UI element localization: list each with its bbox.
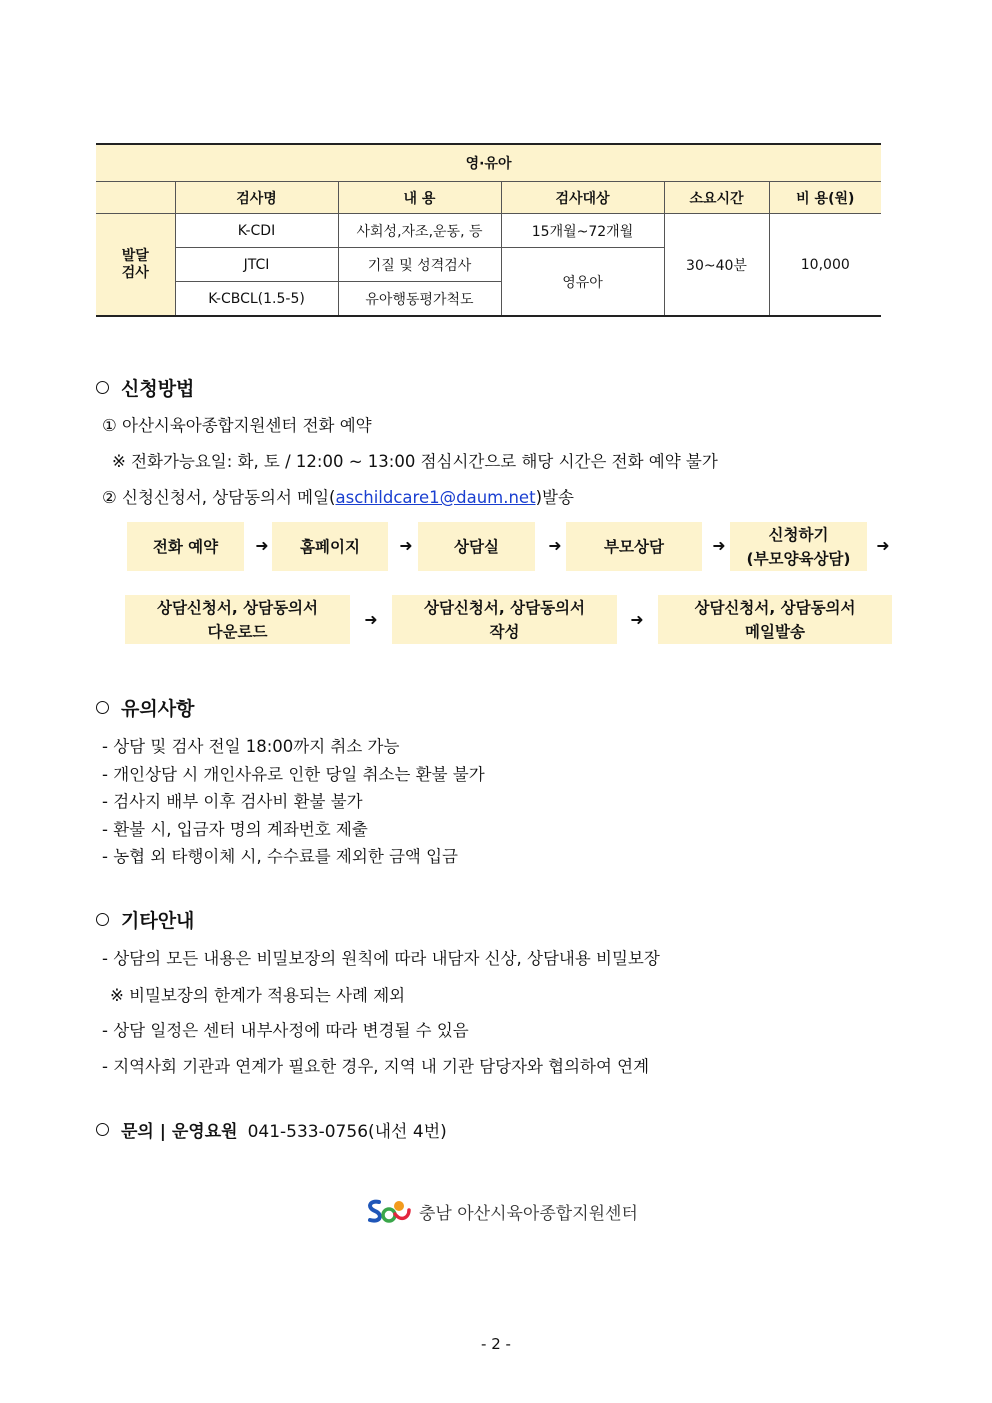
- apply-item-1: ① 아산시육아종합지원센터 전화 예약: [102, 416, 372, 435]
- content-cell: 사회성,자조,운동, 등: [338, 214, 501, 248]
- etc-item: - 상담의 모든 내용은 비밀보장의 원칙에 따라 내담자 신상, 상담내용 비밀보장: [102, 949, 660, 968]
- table-row: [96, 214, 881, 248]
- flow-step-parent-counseling: 부모상담: [566, 522, 702, 571]
- header-empty: [96, 182, 175, 214]
- notice-heading: [96, 694, 194, 721]
- center-logo-icon: [365, 1196, 413, 1226]
- apply-item-2-suffix: )발송: [535, 488, 574, 507]
- arrow-right-icon: ➜: [399, 536, 413, 555]
- etc-item: - 상담 일정은 센터 내부사정에 따라 변경될 수 있음: [102, 1021, 469, 1040]
- content-cell: 유아행동평가척도: [338, 282, 501, 317]
- apply-heading: [96, 374, 194, 401]
- header-content: 내 용: [338, 182, 501, 214]
- test-name-cell: K-CBCL(1.5-5): [175, 282, 338, 317]
- flow-step-counseling-room: 상담실: [418, 522, 535, 571]
- circle-bullet-icon: [96, 1123, 109, 1136]
- circle-bullet-icon: [96, 381, 109, 394]
- center-logo-text: 충남 아산시육아종합지원센터: [419, 1203, 638, 1224]
- contact-phone: 041-533-0756(내선 4번): [247, 1122, 447, 1142]
- header-cost: 비 용(원): [769, 182, 881, 214]
- etc-note: ※ 비밀보장의 한계가 적용되는 사례 제외: [110, 986, 406, 1005]
- arrow-right-icon: ➜: [630, 610, 644, 629]
- arrow-right-icon: ➜: [255, 536, 269, 555]
- notice-item: - 상담 및 검사 전일 18:00까지 취소 가능: [102, 737, 400, 756]
- apply-note-1: ※ 전화가능요일: 화, 토 / 12:00 ~ 13:00 점심시간으로 해당 시간은 전화 예약 불가: [112, 452, 718, 471]
- duration-cell: 30~40분: [664, 214, 769, 317]
- row-group-label: 발달 검사: [96, 214, 175, 317]
- test-fee-table: [96, 143, 881, 317]
- notice-item: - 농협 외 타행이체 시, 수수료를 제외한 금액 입금: [102, 847, 458, 866]
- email-link[interactable]: aschildcare1@daum.net: [335, 488, 536, 507]
- flow-step-homepage: 홈페이지: [272, 522, 388, 571]
- arrow-right-icon: ➜: [876, 536, 890, 555]
- page-number: - 2 -: [481, 1335, 511, 1353]
- content-cell: 기질 및 성격검사: [338, 248, 501, 282]
- notice-item: - 환불 시, 입금자 명의 계좌번호 제출: [102, 820, 368, 839]
- target-cell: 15개월~72개월: [501, 214, 664, 248]
- arrow-right-icon: ➜: [548, 536, 562, 555]
- circle-bullet-icon: [96, 701, 109, 714]
- header-target: 검사대상: [501, 182, 664, 214]
- flow-step-download: 상담신청서, 상담동의서 다운로드: [125, 595, 350, 644]
- etc-item: - 지역사회 기관과 연계가 필요한 경우, 지역 내 기관 담당자와 협의하여 연계: [102, 1057, 650, 1076]
- table-title: 영·유아: [96, 144, 881, 182]
- cost-cell: 10,000: [769, 214, 881, 317]
- etc-heading-text: 기타안내: [121, 910, 195, 932]
- flow-step-apply: 신청하기 (부모양육상담): [730, 522, 867, 571]
- contact-label: 문의 | 운영요원: [121, 1122, 238, 1142]
- test-name-cell: K-CDI: [175, 214, 338, 248]
- apply-heading-text: 신청방법: [121, 378, 195, 400]
- notice-item: - 개인상담 시 개인사유로 인한 당일 취소는 환불 불가: [102, 765, 485, 784]
- notice-heading-text: 유의사항: [121, 698, 195, 720]
- flow-step-write: 상담신청서, 상담동의서 작성: [392, 595, 617, 644]
- test-name-cell: JTCI: [175, 248, 338, 282]
- apply-item-2: [102, 484, 574, 508]
- flow-step-phone: 전화 예약: [127, 522, 244, 571]
- center-logo: [365, 1196, 638, 1226]
- target-cell-merged: 영유아: [501, 248, 664, 317]
- notice-item: - 검사지 배부 이후 검사비 환불 불가: [102, 792, 363, 811]
- circle-bullet-icon: [96, 913, 109, 926]
- contact-line: [96, 1117, 447, 1142]
- header-duration: 소요시간: [664, 182, 769, 214]
- arrow-right-icon: ➜: [712, 536, 726, 555]
- arrow-right-icon: ➜: [364, 610, 378, 629]
- header-test-name: 검사명: [175, 182, 338, 214]
- etc-heading: [96, 906, 194, 933]
- flow-step-email: 상담신청서, 상담동의서 메일발송: [658, 595, 892, 644]
- apply-item-2-prefix: ② 신청신청서, 상담동의서 메일(: [102, 488, 336, 507]
